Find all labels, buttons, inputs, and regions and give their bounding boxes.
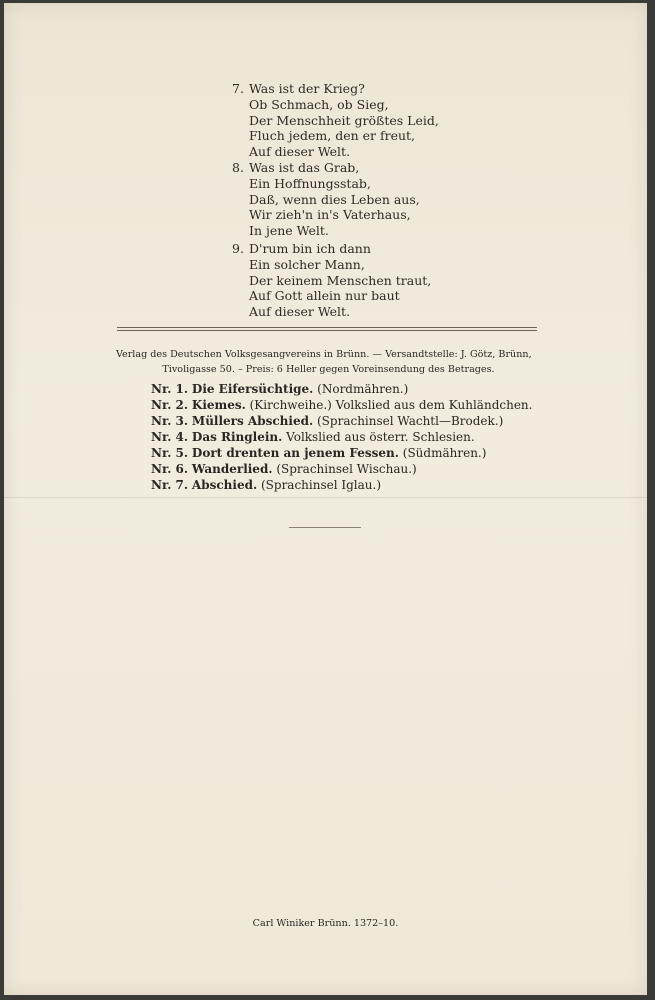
- stanza-8: [232, 160, 420, 239]
- verse-line: Ein Hoffnungsstab,: [249, 175, 371, 191]
- publisher-line: Tivoligasse 50. – Preis: 6 Heller gegen Voreinsendung des Betrages.: [162, 364, 495, 375]
- printer-imprint: Carl Winiker Brünn. 1372–10.: [252, 918, 399, 929]
- document-page: [4, 3, 647, 995]
- verse-line: Auf Gott allein nur baut: [249, 288, 400, 304]
- verse-line: Ob Schmach, ob Sieg,: [249, 96, 389, 112]
- stanza-7: [232, 81, 439, 160]
- publisher-note: [116, 347, 541, 377]
- verse-line: D'rum bin ich dann: [249, 241, 371, 256]
- verse-line: Auf dieser Welt.: [249, 144, 351, 160]
- verse-line: Ein solcher Mann,: [249, 256, 365, 272]
- publisher-line: Verlag des Deutschen Volksgesangvereins in Brünn. — Versandtstelle: J. Götz, Brünn,: [116, 349, 532, 360]
- song-list-item: Nr. 4. Das Ringlein. Volkslied aus österr. Schlesien.: [151, 430, 475, 444]
- stanza-number: 8.: [232, 160, 244, 175]
- double-rule-divider: [117, 327, 537, 331]
- song-list: [151, 381, 532, 493]
- paper-fold-line: [4, 497, 647, 499]
- song-list-item: Nr. 2. Kiemes. (Kirchweihe.) Volkslied aus dem Kuhländchen.: [151, 398, 533, 412]
- verse-line: Was ist das Grab,: [249, 160, 360, 175]
- verse-line: Der Menschheit größtes Leid,: [249, 112, 439, 128]
- song-list-item: Nr. 5. Dort drenten an jenem Fessen. (Südmähren.): [151, 446, 487, 460]
- stanza-number: 7.: [232, 81, 244, 96]
- song-list-item: Nr. 3. Müllers Abschied. (Sprachinsel Wachtl—Brodek.): [151, 414, 504, 428]
- verse-line: Was ist der Krieg?: [249, 81, 365, 96]
- verse-line: Fluch jedem, den er freut,: [249, 128, 416, 144]
- verse-line: Auf dieser Welt.: [249, 304, 351, 320]
- song-list-item: Nr. 1. Die Eifersüchtige. (Nordmähren.): [151, 382, 409, 396]
- short-divider: [289, 527, 361, 528]
- stanza-9: [232, 241, 431, 320]
- verse-line: Wir zieh'n in's Vaterhaus,: [249, 207, 411, 223]
- verse-line: Daß, wenn dies Leben aus,: [249, 191, 420, 207]
- verse-line: Der keinem Menschen traut,: [249, 272, 432, 288]
- song-list-item: Nr. 6. Wanderlied. (Sprachinsel Wischau.): [151, 462, 417, 476]
- stanza-number: 9.: [232, 241, 244, 256]
- verse-line: In jene Welt.: [249, 223, 329, 239]
- song-list-item: Nr. 7. Abschied. (Sprachinsel Iglau.): [151, 478, 382, 492]
